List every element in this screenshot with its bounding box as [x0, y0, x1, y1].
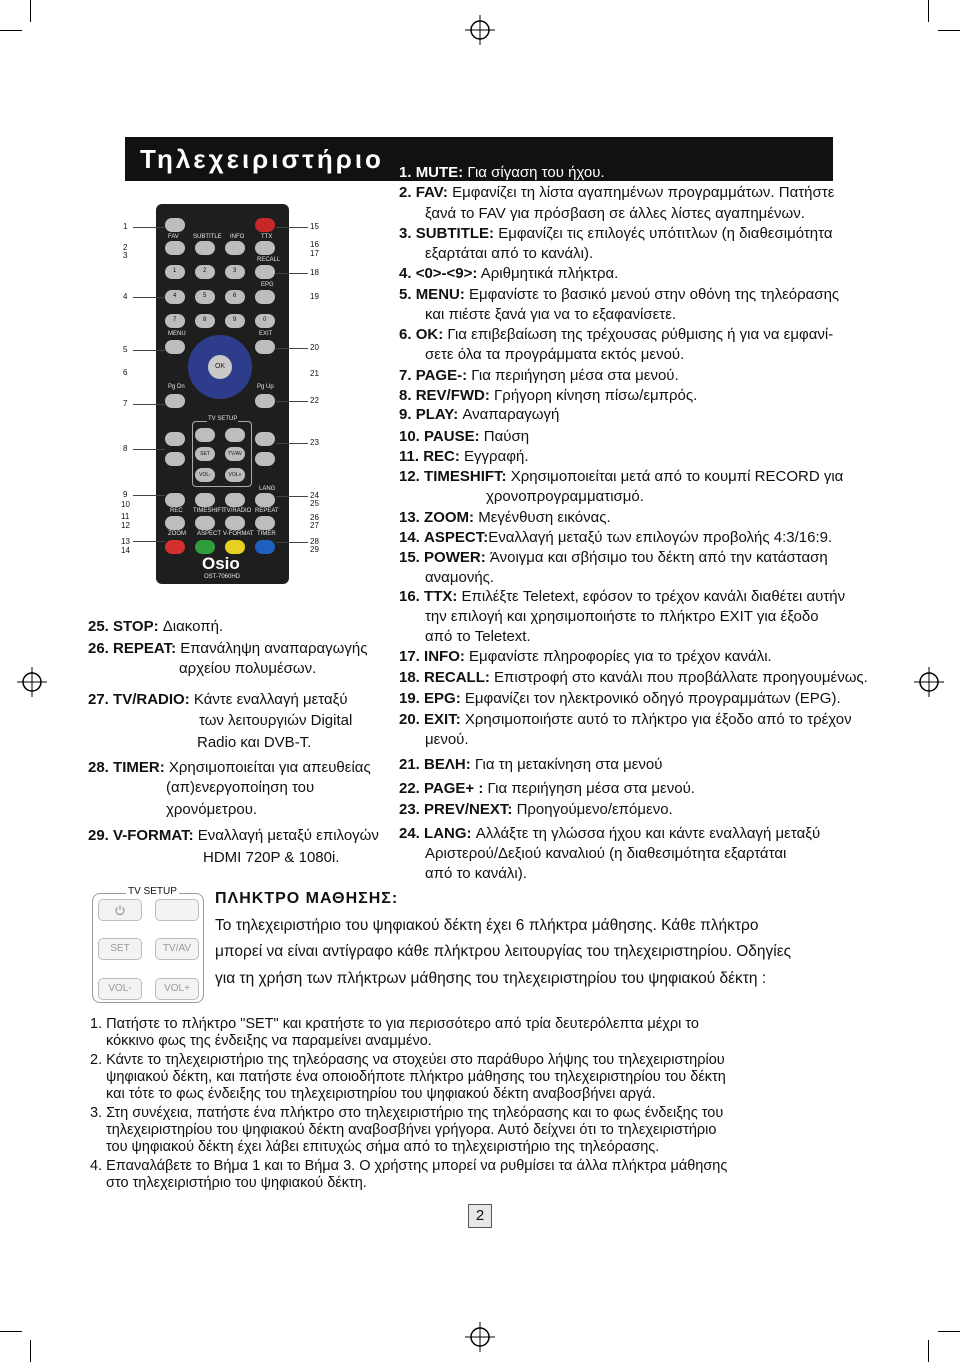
tv-setup-panel-title: TV SETUP: [128, 886, 177, 897]
leader-line: [133, 449, 165, 450]
next-button: [165, 452, 185, 466]
digit-label: 4: [173, 293, 177, 299]
tvav-button: TV/AV: [225, 447, 245, 461]
list-item: [399, 710, 852, 730]
item-text: Για επιβεβαίωση της τρέχουσας ρύθμισης ή για να εμφανί-: [447, 326, 834, 343]
item-continuation: μενού.: [425, 731, 469, 748]
list-item: [88, 690, 348, 710]
rec-button: [165, 516, 185, 530]
list-item: [399, 405, 559, 425]
list-item: [399, 528, 832, 548]
digit-label: 2: [203, 268, 207, 274]
item-key: ASPECT:: [424, 529, 489, 546]
item-key: OK:: [415, 326, 444, 343]
callout-number: 11: [121, 512, 130, 521]
crop-mark: [0, 1331, 22, 1332]
item-number: 20.: [399, 711, 420, 728]
item-text: Εναλλαγή μεταξύ των επιλογών προβολής 4:3/16:9.: [488, 529, 833, 546]
digit-label: 0: [263, 317, 267, 323]
item-key: PLAY:: [415, 406, 459, 423]
learn-blank-button[interactable]: [155, 899, 199, 921]
item-number: 13.: [399, 509, 420, 526]
item-key: REC:: [423, 448, 460, 465]
list-item: [399, 467, 843, 487]
digit-label: 9: [233, 317, 237, 323]
item-key: SUBTITLE:: [415, 225, 495, 242]
step-line: του ψηφιακού δέκτη έχει λάβει επιτυχώς σήμα από το τηλεχειριστήριο της τηλεόρασης.: [106, 1139, 660, 1155]
list-item: [399, 755, 662, 775]
callout-number: 20: [310, 343, 319, 352]
learning-paragraph-line: για τη χρήση των πλήκτρων μάθησης του τηλεχειριστηρίου του ψηφιακού δέκτη :: [215, 970, 767, 987]
fav-label: FAV: [168, 234, 179, 240]
digit-label: 3: [233, 268, 237, 274]
callout-number: 22: [310, 396, 319, 405]
timeshift-label: TIMESHIFT: [193, 508, 225, 514]
item-number: 24.: [399, 825, 420, 842]
tvav-button[interactable]: TV/AV: [155, 938, 199, 960]
leader-line: [276, 273, 308, 274]
rev-button: [255, 432, 275, 446]
fav-button: [165, 241, 185, 255]
item-key: PAGE+ :: [424, 780, 484, 797]
item-continuation: των λειτουργιών Digital: [199, 712, 353, 729]
registration-mark-icon: [465, 15, 495, 45]
recall-label: RECALL: [257, 257, 281, 263]
step-line: ψηφιακού δέκτη, και πατήστε ένα οποιοδήποτε πλήκτρο μάθησης του τηλεχειριστηρίου του δέκτη: [106, 1069, 726, 1085]
learning-paragraph-line: Το τηλεχειριστήριο του ψηφιακού δέκτη έχει 6 πλήκτρα μάθησης. Κάθε πλήκτρο: [215, 917, 759, 934]
callout-number: 10: [121, 500, 130, 509]
list-item: [399, 264, 618, 284]
item-continuation: αρχείου πολυμέσων.: [179, 660, 317, 677]
item-key: POWER:: [424, 549, 486, 566]
item-continuation: την επιλογή και χρησιμοποιήστε το πλήκτρο EXIT για έξοδο: [425, 608, 819, 625]
callout-number: 12: [121, 521, 130, 530]
callout-number: 13: [121, 537, 130, 546]
pgup-button: [255, 394, 275, 408]
item-number: 8.: [399, 387, 412, 404]
item-number: 23.: [399, 801, 420, 818]
item-number: 29.: [88, 827, 109, 844]
item-key: LANG:: [424, 825, 472, 842]
list-item: [399, 447, 529, 467]
callout-number: 23: [310, 438, 319, 447]
item-key: ZOOM:: [424, 509, 475, 526]
item-number: 21.: [399, 756, 420, 773]
step-line: 3. Στη συνέχεια, πατήστε ένα πλήκτρο στο τηλεχειριστήριο της τηλεόρασης και το φως ένδειξης του: [90, 1105, 724, 1121]
item-continuation: αναμονής.: [425, 569, 495, 586]
vol-plus-button: VOL+: [225, 468, 245, 482]
callout-number: 15: [310, 222, 319, 231]
item-number: 2.: [399, 184, 412, 201]
play-button: [165, 493, 185, 507]
callout-number: 16: [310, 240, 319, 249]
leader-line: [133, 227, 165, 228]
crop-mark: [30, 1340, 31, 1362]
item-continuation: ξανά το FAV για πρόσβαση σε άλλες λίστες αγαπημένων.: [425, 205, 805, 222]
step-line: τηλεχειριστηρίου του ψηφιακού δέκτη αναβοσβήνει γρήγορα. Αυτό δείχνει ότι το τηλεχειριστήριο: [106, 1122, 717, 1138]
subtitle-button: [195, 241, 215, 255]
item-text: Για περιήγηση μέσα στα μενού.: [487, 780, 695, 797]
item-number: 15.: [399, 549, 420, 566]
item-number: 7.: [399, 367, 412, 384]
menu-label: MENU: [168, 331, 186, 337]
vformat-yellow-button: [225, 540, 245, 554]
item-number: 28.: [88, 759, 109, 776]
list-item: [88, 617, 223, 637]
item-text: Διακοπή.: [162, 618, 224, 635]
item-key: TIMER:: [113, 759, 165, 776]
epg-label: EPG: [261, 282, 274, 288]
item-text: Μεγένθυση εικόνας.: [478, 509, 611, 526]
item-text: Επιλέξτε Teletext, εφόσον το τρέχον κανάλι διαθέτει αυτήν: [461, 588, 846, 605]
callout-number: 28: [310, 537, 319, 546]
step-line: κόκκινο φως της ένδειξης να παραμείνει αναμμένο.: [106, 1033, 432, 1049]
item-key: INFO:: [424, 648, 465, 665]
item-number: 10.: [399, 428, 420, 445]
item-text: Αριθμητικά πλήκτρα.: [480, 265, 619, 282]
model-label: OST-7060HD: [204, 574, 241, 580]
item-key: V-FORMAT:: [113, 827, 194, 844]
item-number: 4.: [399, 265, 412, 282]
item-text: Χρησιμοποιείται μετά από το κουμπί RECORD για: [510, 468, 844, 485]
item-text: Κάντε εναλλαγή μεταξύ: [193, 691, 348, 708]
leader-line: [133, 297, 165, 298]
digit-label: 6: [233, 293, 237, 299]
item-continuation: Αριστερού/Δεξιού καναλιού (η διαθεσιμότητα εξαρτάται: [425, 845, 787, 862]
step-line: και τότε το φως ένδειξης του τηλεχειριστηρίου του ψηφιακού δέκτη αναβοσβήνει αργά.: [106, 1086, 656, 1102]
tvradio-button: [225, 516, 245, 530]
item-text: Προηγούμενο/επόμενο.: [516, 801, 673, 818]
list-item: [88, 639, 367, 659]
item-text: Γρήγορη κίνηση πίσω/εμπρός.: [494, 387, 698, 404]
item-number: 12.: [399, 468, 420, 485]
item-number: 3.: [399, 225, 412, 242]
aspect-label: ASPECT: [197, 531, 222, 537]
list-item: [399, 427, 529, 447]
item-key: EXIT:: [424, 711, 461, 728]
digit-label: 7: [173, 317, 177, 323]
callout-number: 27: [310, 521, 319, 530]
exit-button: [255, 340, 275, 354]
item-number: 5.: [399, 286, 412, 303]
epg-button: [255, 290, 275, 304]
vol-minus-button[interactable]: VOL-: [98, 978, 142, 1000]
repeat-label: REPEAT: [255, 508, 279, 514]
item-key: TIMESHIFT:: [424, 468, 507, 485]
callout-number: 3: [123, 251, 128, 260]
item-text: Παύση: [483, 428, 530, 445]
crop-mark: [928, 1340, 929, 1362]
set-button[interactable]: SET: [98, 938, 142, 960]
zoom-label: ZOOM: [168, 531, 186, 537]
callout-number: 19: [310, 292, 319, 301]
list-item: [399, 224, 833, 244]
ttx-button: [255, 241, 275, 255]
item-continuation: χρονοπρογραμματισμό.: [486, 488, 644, 505]
callout-number: 17: [310, 249, 319, 258]
power-icon: [114, 904, 126, 916]
item-number: 27.: [88, 691, 109, 708]
item-text: Εμφανίζει τις επιλογές υπότιτλων (η διαθεσιμότητα: [498, 225, 833, 242]
vformat-label: V-FORMAT: [223, 531, 254, 537]
callout-number: 7: [123, 399, 128, 408]
item-number: 6.: [399, 326, 412, 343]
list-item: [399, 647, 772, 667]
tv-setup-label: TV SETUP: [208, 416, 238, 422]
step-line: 4. Επαναλάβετε το Βήμα 1 και το Βήμα 3. Ο χρήστης μπορεί να ρυθμίσει τα άλλα πλήκτρα μάθησης: [90, 1158, 728, 1174]
info-button: [225, 241, 245, 255]
crop-mark: [928, 0, 929, 22]
item-text: Επιστροφή στο κανάλι που προβάλλατε προηγουμένως.: [494, 669, 868, 686]
crop-mark: [30, 0, 31, 22]
learning-paragraph-line: μπορεί να είναι αντίγραφο κάθε πλήκτρου λειτουργίας του τηλεχειριστηρίου. Οδηγίες: [215, 943, 792, 960]
list-item: [88, 826, 379, 846]
repeat-button: [255, 516, 275, 530]
list-item: [399, 508, 611, 528]
list-item: [399, 325, 833, 345]
callout-number: 2: [123, 243, 128, 252]
leader-line: [276, 496, 308, 497]
leader-line: [276, 443, 308, 444]
rec-label: REC: [170, 508, 183, 514]
list-item: [399, 779, 695, 799]
registration-mark-icon: [17, 667, 47, 697]
item-key: TTX:: [424, 588, 458, 605]
item-number: 25.: [88, 618, 109, 635]
leader-line: [276, 348, 308, 349]
leader-line: [276, 401, 308, 402]
learn-power-button: [195, 428, 215, 442]
subtitle-label: SUBTITLE: [193, 234, 222, 240]
tvradio-label: TV/RADIO: [223, 508, 252, 514]
item-text: Εμφανίστε πληροφορίες για το τρέχον κανάλι.: [469, 648, 772, 665]
callout-number: 24: [310, 491, 319, 500]
callout-number: 25: [310, 499, 319, 508]
learning-heading: ΠΛΗΚΤΡΟ ΜΑΘΗΣΗΣ:: [215, 890, 399, 907]
item-text: Εναλλαγή μεταξύ επιλογών: [197, 827, 379, 844]
list-item: [399, 548, 828, 568]
list-item: [399, 689, 841, 709]
item-continuation: σετε όλα τα προγράμματα εκτός μενού.: [425, 346, 685, 363]
set-button: SET: [195, 447, 215, 461]
callout-number: 26: [310, 513, 319, 522]
list-item: [88, 758, 371, 778]
callout-number: 4: [123, 292, 128, 301]
item-text: Για τη μετακίνηση στα μενού: [474, 756, 663, 773]
item-key: REV/FWD:: [415, 387, 490, 404]
list-item: [399, 163, 605, 183]
item-text: Εμφανίζει τον ηλεκτρονικό οδηγό προγραμμάτων (EPG).: [464, 690, 841, 707]
digit-label: 1: [173, 268, 177, 274]
item-key: MUTE:: [415, 164, 464, 181]
pgdn-button: [165, 394, 185, 408]
pgup-label: Pg Up: [257, 384, 274, 390]
item-key: MENU:: [415, 286, 465, 303]
item-text: Επανάληψη αναπαραγωγής: [180, 640, 368, 657]
callout-number: 9: [123, 490, 128, 499]
info-label: INFO: [230, 234, 245, 240]
callout-number: 29: [310, 545, 319, 554]
item-text: Εμφανίστε το βασικό μενού στην οθόνη της τηλεόρασης: [469, 286, 840, 303]
callout-number: 5: [123, 345, 128, 354]
registration-mark-icon: [465, 1322, 495, 1352]
digit-label: 5: [203, 293, 207, 299]
item-number: 9.: [399, 406, 412, 423]
callout-number: 14: [121, 546, 130, 555]
item-text: Χρησιμοποιήστε αυτό το πλήκτρο για έξοδο από το τρέχον: [464, 711, 852, 728]
step-line: 2. Κάντε το τηλεχειριστήριο της τηλεόρασης να στοχεύει στο παράθυρο λήψης του τηλεχειριστηρίου: [90, 1052, 725, 1068]
item-number: 22.: [399, 780, 420, 797]
item-text: Αλλάξτε τη γλώσσα ήχου και κάντε εναλλαγή μεταξύ: [475, 825, 821, 842]
callout-number: 21: [310, 369, 319, 378]
item-number: 16.: [399, 588, 420, 605]
leader-line: [133, 404, 165, 405]
step-line: στο τηλεχειριστήριο του ψηφιακού δέκτη.: [106, 1175, 367, 1191]
mute-button: [165, 218, 185, 232]
callout-number: 18: [310, 268, 319, 277]
leader-line: [276, 542, 308, 543]
item-key: PAUSE:: [424, 428, 480, 445]
item-key: <0>-<9>:: [415, 265, 478, 282]
prev-button: [165, 432, 185, 446]
item-key: ΒΕΛΗ:: [424, 756, 471, 773]
ttx-label: TTX: [261, 234, 273, 240]
callout-number: 8: [123, 444, 128, 453]
power-button: [255, 218, 275, 232]
timer-blue-button: [255, 540, 275, 554]
leader-line: [276, 227, 308, 228]
recall-button: [255, 265, 275, 279]
item-key: REPEAT:: [113, 640, 177, 657]
lang-button: [255, 493, 275, 507]
item-number: 26.: [88, 640, 109, 657]
timeshift-button: [195, 516, 215, 530]
item-key: STOP:: [113, 618, 159, 635]
item-number: 19.: [399, 690, 420, 707]
lang-label: LANG: [259, 486, 276, 492]
callout-number: 1: [123, 222, 128, 231]
vol-minus-button: VOL-: [195, 468, 215, 482]
item-number: 18.: [399, 669, 420, 686]
callout-number: 6: [123, 368, 128, 377]
page-title: Τηλεχειριστήριο: [140, 144, 384, 174]
vol-plus-button[interactable]: VOL+: [155, 978, 199, 1000]
step-line: 1. Πατήστε το πλήκτρο "SET" και κρατήστε το για περισσότερο από τρία δευτερόλεπτα μέχρι το: [90, 1016, 699, 1032]
crop-mark: [938, 1331, 960, 1332]
crop-mark: [938, 30, 960, 31]
item-text: Εμφανίζει τη λίστα αγαπημένων προγραμμάτων. Πατήστε: [452, 184, 835, 201]
item-continuation: (απ)ενεργοποίηση του: [166, 779, 315, 796]
item-text: Για περιήγηση μέσα στα μενού.: [471, 367, 679, 384]
item-key: PAGE-:: [415, 367, 468, 384]
item-number: 11.: [399, 448, 420, 465]
item-continuation: και πιέστε ξανά για να το εξαφανίσετε.: [425, 306, 677, 323]
registration-mark-icon: [914, 667, 944, 697]
pgdn-label: Pg Dn: [168, 384, 185, 390]
list-item: [399, 668, 868, 688]
item-key: FAV:: [415, 184, 448, 201]
digit-label: 8: [203, 317, 207, 323]
fwd-button: [255, 452, 275, 466]
list-item: [399, 386, 697, 406]
leader-line: [133, 495, 165, 496]
aspect-green-button: [195, 540, 215, 554]
item-continuation: εξαρτάται από το κανάλι).: [425, 245, 594, 262]
leader-line: [133, 350, 165, 351]
item-number: 1.: [399, 164, 412, 181]
timer-label: TIMER: [257, 531, 276, 537]
learn-power-button[interactable]: [98, 899, 142, 921]
exit-label: EXIT: [259, 331, 273, 337]
item-continuation: από το Teletext.: [425, 628, 531, 645]
page-number: 2: [468, 1204, 492, 1228]
list-item: [399, 183, 834, 203]
item-continuation: χρονόμετρου.: [166, 801, 258, 818]
list-item: [399, 366, 679, 386]
item-text: Αναπαραγωγή: [462, 406, 560, 423]
ok-button: OK: [208, 355, 232, 379]
list-item: [399, 800, 673, 820]
item-continuation: από το κανάλι).: [425, 865, 527, 882]
item-text: Εγγραφή.: [464, 448, 529, 465]
menu-button: [165, 340, 185, 354]
item-key: EPG:: [424, 690, 461, 707]
crop-mark: [0, 30, 22, 31]
item-continuation: HDMI 720P & 1080i.: [203, 849, 340, 866]
item-text: Χρησιμοποιείται για απευθείας: [168, 759, 371, 776]
item-number: 17.: [399, 648, 420, 665]
list-item: [399, 285, 839, 305]
item-continuation: Radio και DVB-T.: [197, 734, 312, 751]
item-key: RECALL:: [424, 669, 490, 686]
list-item: [399, 824, 820, 844]
item-text: Άνοιγμα και σβήσιμο του δέκτη από την κατάσταση: [489, 549, 828, 566]
learn-blank-button: [225, 428, 245, 442]
item-text: Για σίγαση του ήχου.: [467, 164, 605, 181]
brand-logo: Osio: [202, 554, 240, 573]
leader-line: [133, 541, 165, 542]
item-number: 14.: [399, 529, 420, 546]
item-key: PREV/NEXT:: [424, 801, 513, 818]
item-key: TV/RADIO:: [113, 691, 190, 708]
stop-button: [225, 493, 245, 507]
zoom-red-button: [165, 540, 185, 554]
list-item: [399, 587, 845, 607]
pause-button: [195, 493, 215, 507]
